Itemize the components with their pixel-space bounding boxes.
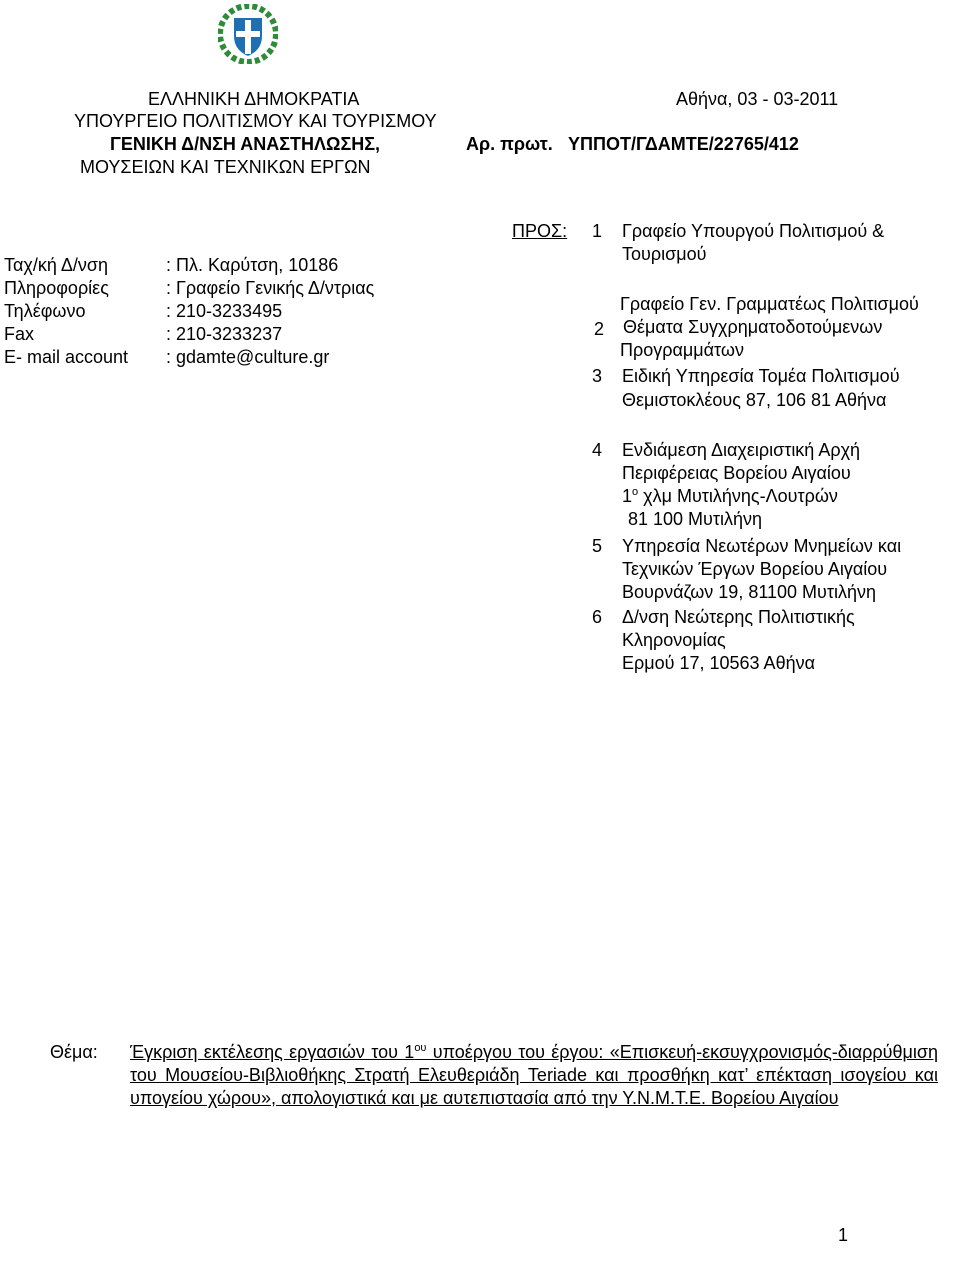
org-line-museums: ΜΟΥΣΕΙΩΝ ΚΑΙ ΤΕΧΝΙΚΩΝ ΕΡΓΩΝ <box>80 157 371 177</box>
contact-label-phone: Τηλέφωνο <box>4 301 86 321</box>
recipient-number-2: 2 <box>594 319 605 339</box>
recipient-1-line: Γραφείο Υπουργού Πολιτισμού & <box>622 221 885 241</box>
recipient-4-line: Περιφέρειας Βορείου Αιγαίου <box>622 463 851 483</box>
contact-label-email: E- mail account <box>4 347 129 367</box>
contact-label-address: Ταχ/κή Δ/νση <box>4 255 109 275</box>
contact-value-info: : Γραφείο Γενικής Δ/ντριας <box>166 278 375 298</box>
recipient-6-line: Ερμού 17, 10563 Αθήνα <box>622 653 815 673</box>
contact-value-email: : gdamte@culture.gr <box>166 347 330 367</box>
recipient-1-line: Τουρισμού <box>622 244 707 264</box>
recipient-4-line: 81 100 Μυτιλήνη <box>628 509 763 529</box>
recipient-4-line: Ενδιάμεση Διαχειριστική Αρχή <box>622 440 861 460</box>
contact-label-fax: Fax <box>4 324 35 344</box>
recipient-5-line: Τεχνικών Έργων Βορείου Αιγαίου <box>622 559 888 579</box>
recipient-number-6: 6 <box>592 607 603 627</box>
recipient-2-line: Θέματα Συγχρηματοδοτούμενων <box>623 317 883 337</box>
recipient-1-line: Γραφείο Γεν. Γραμματέως Πολιτισμού <box>620 294 919 314</box>
subject-label: Θέμα: <box>50 1042 98 1062</box>
date: Αθήνα, 03 - 03-2011 <box>676 89 839 109</box>
protocol-number: ΥΠΠΟΤ/ΓΔΑΜΤΕ/22765/412 <box>568 134 799 154</box>
recipient-6-line: Δ/νση Νεώτερης Πολιτιστικής <box>622 607 855 627</box>
recipient-number-4: 4 <box>592 440 603 460</box>
org-line-ministry: ΥΠΟΥΡΓΕΙΟ ΠΟΛΙΤΙΣΜΟΥ ΚΑΙ ΤΟΥΡΙΣΜΟΥ <box>74 111 437 131</box>
recipient-number-1: 1 <box>592 221 603 241</box>
recipient-2-line: Προγραμμάτων <box>620 340 744 360</box>
contact-value-address: : Πλ. Καρύτση, 10186 <box>166 255 339 275</box>
recipient-number-3: 3 <box>592 366 603 386</box>
recipient-3-line: Θεμιστοκλέους 87, 106 81 Αθήνα <box>622 390 887 410</box>
org-line-republic: ΕΛΛΗΝΙΚΗ ΔΗΜΟΚΡΑΤΙΑ <box>148 89 360 109</box>
subject-text: Έγκριση εκτέλεσης εργασιών του $1^{o\upsilon}$ υποέργου του έργου: «Επισκευή-εκσυγχρονισμός-διαρρύθμιση του Μουσείου-Βιβλιοθήκης Στρατή Ελευθεριάδη Teriade και προσθήκη κατ’ επέκταση ισογείου και υπογείου χώρου», απολογιστικά και με αυτεπιστασία από την Υ.Ν.Μ.Τ.Ε. Βορείου Αιγαίου <box>130 1042 938 1108</box>
recipient-5-line: Υπηρεσία Νεωτέρων Μνημείων και <box>622 536 902 556</box>
page-number: 1 <box>838 1225 849 1245</box>
recipient-4-line: $1^o$ χλμ Μυτιλήνης-Λουτρών <box>622 486 838 506</box>
greek-emblem-icon <box>218 4 278 64</box>
recipient-5-line: Βουρνάζων 19, 81100 Μυτιλήνη <box>622 582 877 602</box>
contact-value-phone: : 210-3233495 <box>166 301 283 321</box>
protocol-label: Αρ. πρωτ. <box>466 134 553 154</box>
contact-label-info: Πληροφορίες <box>4 278 109 298</box>
recipients-label: ΠΡΟΣ: <box>512 221 568 241</box>
org-line-directorate: ΓΕΝΙΚΗ Δ/ΝΣΗ ΑΝΑΣΤΗΛΩΣΗΣ, <box>110 134 381 154</box>
contact-value-fax: : 210-3233237 <box>166 324 283 344</box>
recipient-3-line: Ειδική Υπηρεσία Τομέα Πολιτισμού <box>622 366 900 386</box>
recipient-6-line: Κληρονομίας <box>622 630 726 650</box>
recipient-number-5: 5 <box>592 536 603 556</box>
